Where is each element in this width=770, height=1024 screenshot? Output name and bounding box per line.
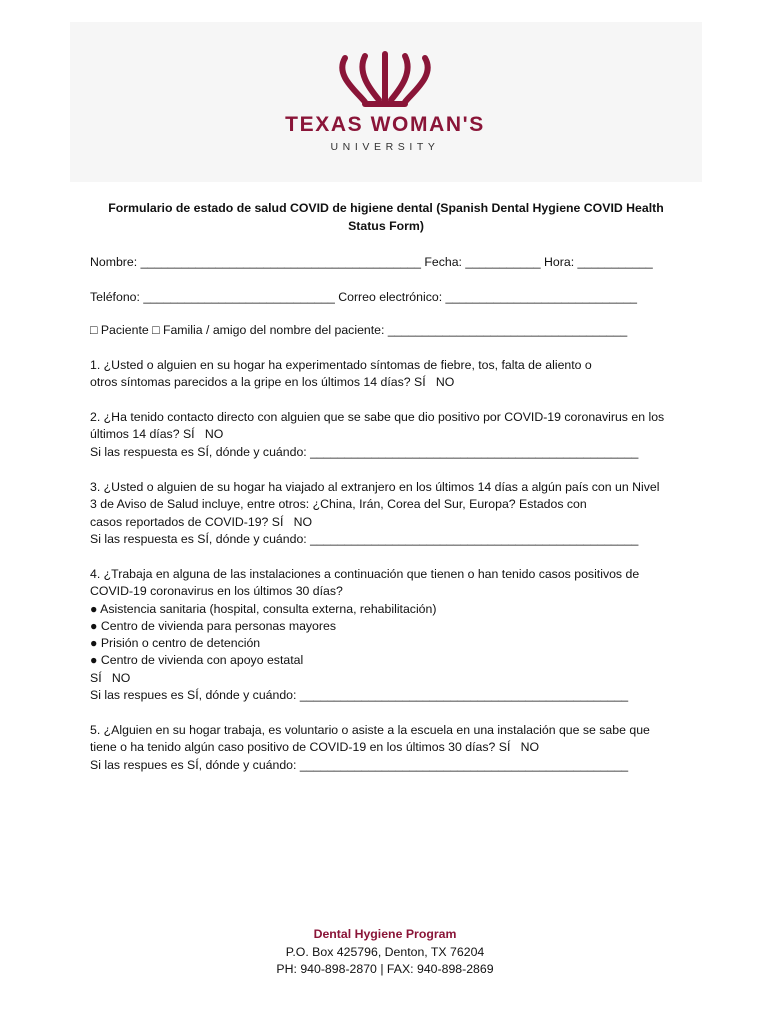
question-line: 2. ¿Ha tenido contacto directo con alguien que se sabe que dio positivo por COVID-19 coronavirus en los [90, 410, 665, 424]
question-line: 3 de Aviso de Salud incluye, entre otros: ¿China, Irán, Corea del Sur, Europa? Estados con [90, 497, 587, 512]
question-4 [90, 566, 690, 704]
question-5 [90, 722, 690, 774]
form-title: Formulario de estado de salud COVID de higiene dental (Spanish Dental Hygiene COVID Health Status Form) [108, 201, 664, 233]
question-line: 3. ¿Usted o alguien de su hogar ha viajado al extranjero en los últimos 14 días a algún país con un Nivel [90, 480, 660, 494]
question-line[interactable]: tiene o ha tenido algún caso positivo de COVID-19 en los últimos 30 días? SÍ NO [90, 740, 540, 755]
twu-crest-icon [335, 50, 435, 110]
phone-email-line[interactable]: Teléfono: ____________________________ Correo electrónico: ____________________________ [90, 290, 638, 304]
question-2 [90, 409, 690, 461]
name-date-time-line[interactable]: Nombre: _________________________________________ Fecha: ___________ Hora: ___________ [90, 255, 653, 269]
university-subtitle: UNIVERSITY [330, 141, 440, 153]
bullet-item: ● Asistencia sanitaria (hospital, consulta externa, rehabilitación) [90, 601, 437, 616]
answer-line[interactable]: Si las respues es SÍ, dónde y cuándo: ________________________________________________ [90, 688, 629, 703]
address: P.O. Box 425796, Denton, TX 76204 [285, 944, 485, 959]
question-line: 1. ¿Usted o alguien en su hogar ha experimentado síntomas de fiebre, tos, falta de aliento o [90, 358, 592, 372]
university-name: TEXAS WOMAN'S [285, 113, 485, 136]
patient-relation-line[interactable]: □ Paciente □ Familia / amigo del nombre del paciente: ___________________________________ [90, 323, 628, 337]
answer-line[interactable]: Si las respuesta es SÍ, dónde y cuándo: ________________________________________________ [90, 444, 639, 459]
question-line[interactable]: otros síntomas parecidos a la gripe en los últimos 14 días? SÍ NO [90, 375, 455, 390]
question-line: 5. ¿Alguien en su hogar trabaja, es voluntario o asiste a la escuela en una instalación que se sabe que [90, 723, 650, 737]
bullet-item: ● Centro de vivienda para personas mayores [90, 618, 336, 633]
answer-line[interactable]: Si las respues es SÍ, dónde y cuándo: ________________________________________________ [90, 757, 629, 772]
question-line[interactable]: casos reportados de COVID-19? SÍ NO [90, 514, 313, 529]
program-name: Dental Hygiene Program [313, 927, 457, 941]
bullet-item: ● Centro de vivienda con apoyo estatal [90, 653, 304, 668]
question-3 [90, 479, 690, 548]
phone-fax: PH: 940-898-2870 | FAX: 940-898-2869 [276, 962, 494, 976]
question-line: 4. ¿Trabaja en alguna de las instalaciones a continuación que tienen o han tenido casos positivos de [90, 567, 640, 581]
question-line[interactable]: últimos 14 días? SÍ NO [90, 427, 224, 442]
footer [0, 926, 770, 979]
question-1 [90, 357, 690, 392]
answer-line[interactable]: Si las respuesta es SÍ, dónde y cuándo: ________________________________________________ [90, 531, 639, 546]
yes-no-choice[interactable]: SÍ NO [90, 670, 131, 685]
question-line: COVID-19 coronavirus en los últimos 30 días? [90, 584, 343, 599]
bullet-item: ● Prisión o centro de detención [90, 636, 261, 651]
